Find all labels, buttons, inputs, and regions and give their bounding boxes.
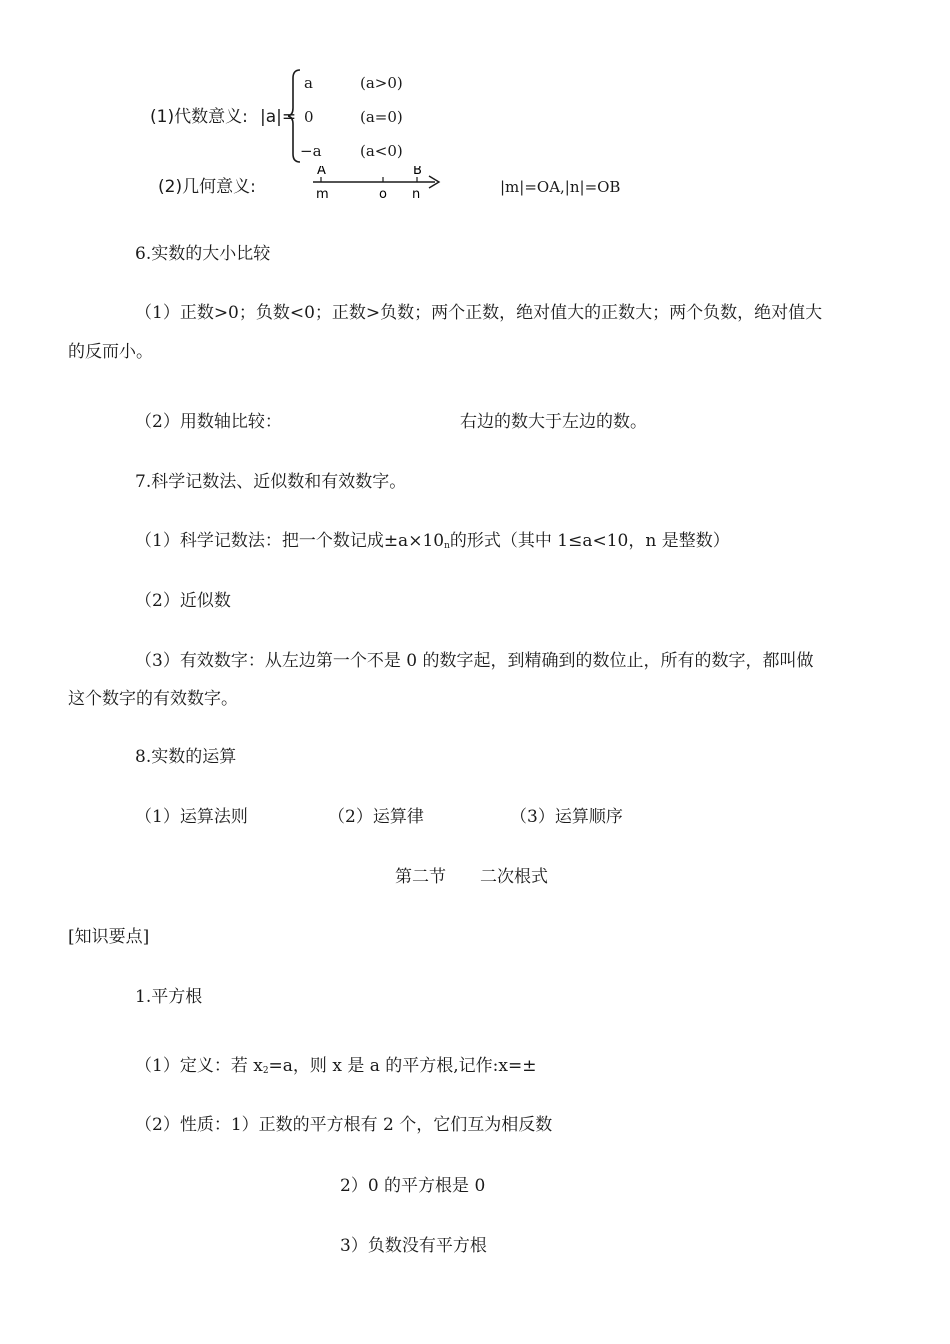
sec2-definition — [135, 1055, 536, 1082]
s7-p2: （2）近似数 — [135, 591, 231, 611]
case-cond-positive: (a>0) — [360, 74, 403, 92]
case-cond-negative: (a<0) — [360, 142, 403, 160]
sec2-title: 第二节 二次根式 — [395, 867, 548, 887]
s8-item2: （2）运算律 — [328, 807, 424, 827]
s6-heading: 6.实数的大小比较 — [135, 244, 271, 264]
abs-value-figure — [150, 68, 650, 208]
s6-p2-label: （2）用数轴比较： — [135, 412, 282, 432]
case-expr-zero: 0 — [304, 108, 314, 126]
def-before: （1）定义：若 x — [135, 1056, 263, 1076]
geometric-meaning-label: (2)几何意义: — [158, 177, 256, 197]
case-cond-zero: (a=0) — [360, 108, 403, 126]
s6-p1-line1: （1）正数>0；负数<0；正数>负数；两个正数，绝对值大的正数大；两个负数，绝对值大 — [135, 303, 823, 323]
s7-p3-line1: （3）有效数字：从左边第一个不是 0 的数字起，到精确到的数位止，所有的数字，都叫做 — [135, 651, 814, 671]
number-line — [305, 166, 465, 206]
s7-p1-before: （1）科学记数法：把一个数记成±a×10 — [135, 531, 445, 551]
sec2-prop1: （2）性质：1）正数的平方根有 2 个，它们互为相反数 — [135, 1115, 553, 1135]
geometric-formula: |m|=OA,|n|=OB — [500, 178, 621, 196]
m-label: m — [316, 187, 329, 202]
s7-p3-line2: 这个数字的有效数字。 — [68, 689, 238, 709]
s7-heading: 7.科学记数法、近似数和有效数字。 — [135, 472, 407, 492]
sec2-h1: 1.平方根 — [135, 987, 203, 1007]
s6-p2-rule: 右边的数大于左边的数。 — [460, 412, 647, 432]
knowledge-points-label: [知识要点] — [68, 927, 150, 947]
o-label: o — [379, 187, 387, 202]
point-a-label: A — [317, 166, 326, 178]
n-label: n — [412, 187, 421, 202]
s6-p1-line2: 的反而小。 — [68, 342, 153, 362]
case-expr-positive: a — [304, 74, 313, 92]
s7-p1 — [135, 530, 730, 557]
case-expr-negative: −a — [300, 142, 322, 160]
s7-p1-exponent: n — [444, 541, 450, 551]
s7-p1-after: 的形式（其中 1≤a<10，n 是整数） — [449, 531, 730, 551]
abs-expression: |a|= — [260, 107, 297, 127]
def-after: =a，则 x 是 a 的平方根,记作:x=± — [268, 1056, 537, 1076]
s8-heading: 8.实数的运算 — [135, 747, 237, 767]
s8-item3: （3）运算顺序 — [510, 807, 623, 827]
s8-item1: （1）运算法则 — [135, 807, 248, 827]
point-b-label: B — [413, 166, 422, 178]
algebraic-meaning-label: (1)代数意义: — [150, 107, 248, 127]
sec2-prop2: 2）0 的平方根是 0 — [340, 1176, 486, 1196]
def-exponent: 2 — [262, 1066, 269, 1076]
sec2-prop3: 3）负数没有平方根 — [340, 1236, 487, 1256]
